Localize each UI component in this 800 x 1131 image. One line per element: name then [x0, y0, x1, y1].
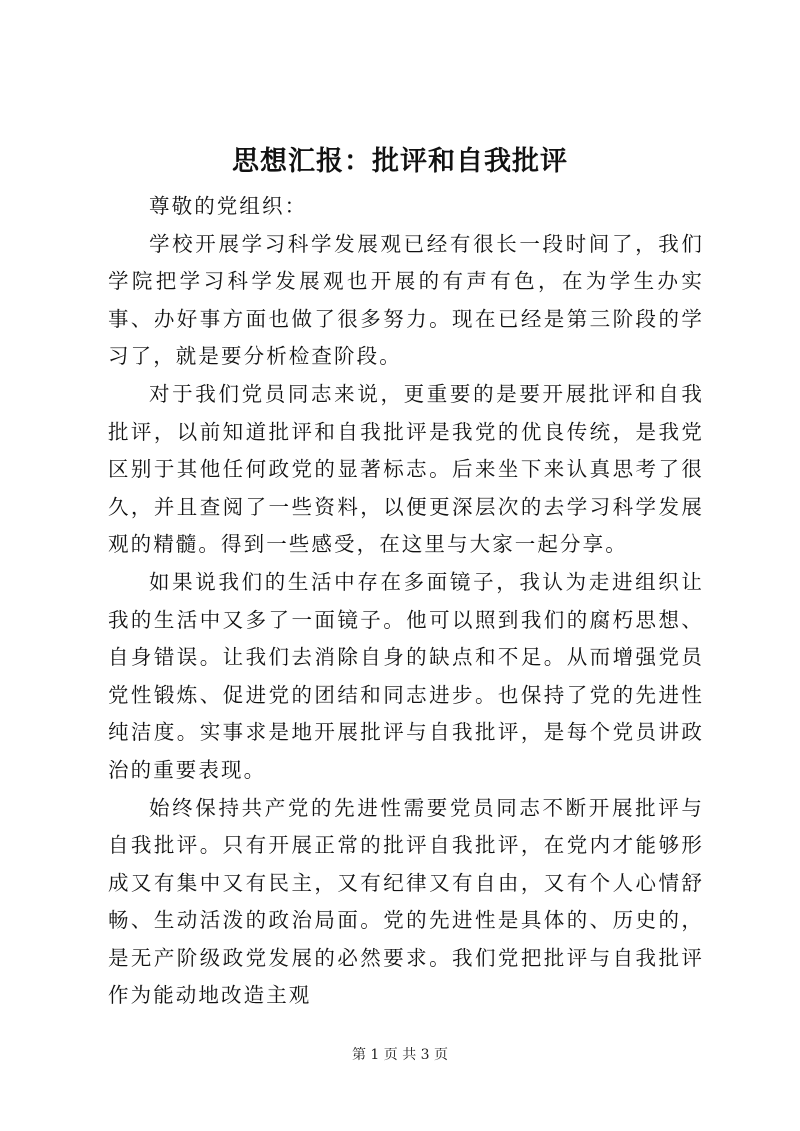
page-footer: 第 1 页 共 3 页: [351, 1047, 449, 1063]
document-body: [108, 188, 704, 1015]
paragraph-4: 始终保持共产党的先进性需要党员同志不断开展批评与自我批评。只有开展正常的批评自我批评，在党内才能够形成又有集中又有民主，又有纪律又有自由，又有个人心情舒畅、生动活泼的政治局面。党的先进性是具体的、历史的，是无产阶级政党发展的必然要求。我们党把批评与自我批评作为能动地改造主观: [108, 795, 704, 1008]
paragraph-2: 对于我们党员同志来说，更重要的是要开展批评和自我批评，以前知道批评和自我批评是我党的优良传统，是我党区别于其他任何政党的显著标志。后来坐下来认真思考了很久，并且查阅了一些资料，以便更深层次的去学习科学发展观的精髓。得到一些感受，在这里与大家一起分享。: [108, 381, 704, 557]
salutation: 尊敬的党组织：: [149, 194, 308, 218]
document-title: 思想汇报：批评和自我批评: [232, 146, 568, 177]
paragraph-1: 学校开展学习科学发展观已经有很长一段时间了，我们学院把学习科学发展观也开展的有声有色，在为学生办实事、办好事方面也做了很多努力。现在已经是第三阶段的学习了，就是要分析检查阶段。: [108, 231, 704, 369]
paragraph-3: 如果说我们的生活中存在多面镜子，我认为走进组织让我的生活中又多了一面镜子。他可以照到我们的腐朽思想、自身错误。让我们去消除自身的缺点和不足。从而增强党员党性锻炼、促进党的团结和同志进步。也保持了党的先进性纯洁度。实事求是地开展批评与自我批评，是每个党员讲政治的重要表现。: [108, 569, 704, 782]
